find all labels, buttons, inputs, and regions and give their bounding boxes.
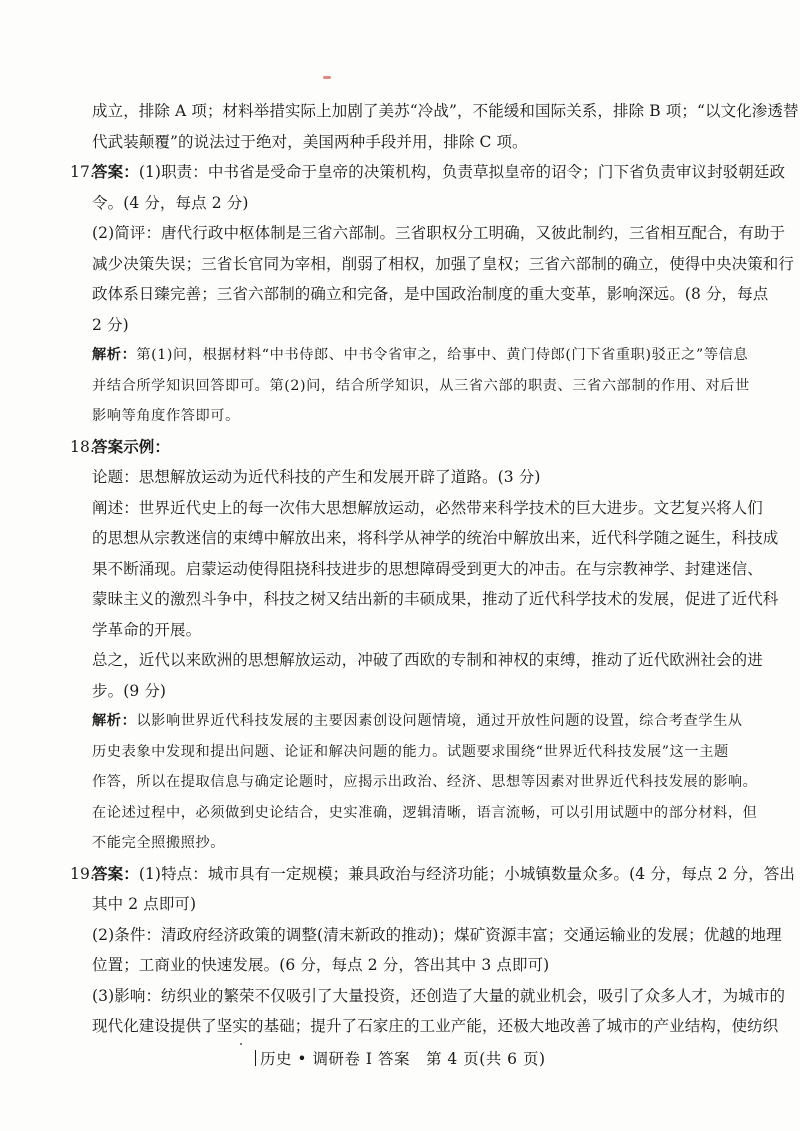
footer-bar-mark	[255, 1050, 257, 1066]
q18-argument-line-1: 阐述：世界近代史上的每一次伟大思想解放运动，必然带来科学技术的巨大进步。文艺复兴将人们	[92, 498, 763, 517]
q18-explanation-label: 解析：	[92, 713, 137, 729]
q17-explanation-text-1: 第(1)问，根据材料“中书侍郎、中书令省审之，给事中、黄门侍郎(门下省重职)驳正之”等信息	[136, 347, 749, 363]
footer-text: 历史 • 调研卷 Ⅰ 答案 第 4 页(共 6 页)	[260, 1050, 546, 1068]
q17-answer-line-1: 17.答案：(1)职责：中书省是受命于皇帝的决策机构，负责草拟皇帝的诏令；门下省负责审议封驳朝廷政	[70, 162, 786, 181]
red-ink-mark	[323, 76, 331, 79]
q19-answer-line-1: 19.答案：(1)特点：城市具有一定规模；兼具政治与经济功能；小城镇数量众多。(4 分，每点 2 分，答出	[70, 863, 796, 883]
q18-explanation-line-5: 不能完全照搬照抄。	[92, 835, 226, 851]
intro-line-1: 成立，排除 A 项；材料举措实际上加剧了美苏“冷战”，不能缓和国际关系，排除 B 项；“以文化渗透替	[92, 102, 799, 120]
q19-part3-line-2: 现代化建设提供了坚实的基础；提升了石家庄的工业产能，还极大地改善了城市的产业结构，使纺织	[92, 1017, 779, 1035]
q18-explanation-line-2: 历史表象中发现和提出问题、论证和解决问题的能力。试题要求围绕“世界近代科技发展”这一主题	[92, 743, 729, 760]
q18-answer-heading: 18.答案示例：	[70, 436, 171, 456]
q18-explanation-text-1: 以影响世界近代科技发展的主要因素创设问题情境，通过开放性问题的设置，综合考查学生从	[136, 713, 743, 729]
q17-part2-line-4: 2 分)	[92, 315, 129, 334]
q17-part2-line-3: 政体系日臻完善；三省六部制的确立和完备，是中国政治制度的重大变革，影响深远。(8 分，每点	[92, 285, 769, 303]
q18-argument-line-4: 蒙昧主义的激烈斗争中，科技之树又结出新的丰硕成果，推动了近代科学技术的发展，促进了近代科	[92, 590, 779, 608]
q18-argument-line-2: 的思想从宗教迷信的束缚中解放出来，将科学从神学的统治中解放出来，近代科学随之诞生，科技成	[92, 529, 779, 547]
q19-part1-text-1: (1)特点：城市具有一定规模；兼具政治与经济功能；小城镇数量众多。(4 分，每点 2 分，答出	[138, 864, 796, 883]
q18-argument-line-3: 果不断涌现。启蒙运动使得阻挠科技进步的思想障碍受到更大的冲击。在与宗教神学、封建迷信、	[92, 559, 763, 578]
q18-summary-line-1: 总之，近代以来欧洲的思想解放运动，冲破了西欧的专制和神权的束缚，推动了近代欧洲社会的进	[92, 651, 763, 669]
q17-part1-line-2: 令。(4 分，每点 2 分)	[92, 193, 249, 212]
q17-explanation-label: 解析：	[92, 347, 137, 363]
intro-line-2: 代武装颠覆”的说法过于绝对，美国两种手段并用，排除 C 项。	[92, 132, 528, 151]
q18-summary-line-2: 步。(9 分)	[92, 681, 167, 700]
scan-speck	[240, 1043, 242, 1045]
q19-part3-line-1: (3)影响：纺织业的繁荣不仅吸引了大量投资，还创造了大量的就业机会，吸引了众多人才，为城市的	[92, 986, 786, 1005]
q17-explanation-line-2: 并结合所学知识回答即可。第(2)问，结合所学知识，从三省六部的职责、三省六部制的作用、对后世	[92, 377, 750, 394]
page-footer	[0, 1047, 800, 1069]
q18-thesis: 论题：思想解放运动为近代科技的产生和发展开辟了道路。(3 分)	[92, 468, 541, 486]
q18-explanation-line-1	[92, 706, 743, 737]
q17-part2-line-2: 减少决策失误；三省长官同为宰相，削弱了相权，加强了皇权；三省六部制的确立，使得中央决策和行	[92, 254, 795, 273]
q18-explanation-line-3: 作答，所以在提取信息与确定论题时，应揭示出政治、经济、思想等因素对世界近代科技发展的影响。	[92, 774, 758, 790]
q17-part2-line-1: (2)简评：唐代行政中枢体制是三省六部制。三省职权分工明确，又彼此制约，三省相互配合，有助于	[92, 224, 786, 242]
q17-explanation-line-1	[92, 340, 749, 371]
q19-part2-line-1: (2)条件：清政府经济政策的调整(清末新政的推动)；煤矿资源丰富；交通运输业的发展；优越的地理	[92, 925, 782, 944]
q17-part1-text-1: (1)职责：中书省是受命于皇帝的决策机构，负责草拟皇帝的诏令；门下省负责审议封驳朝廷政	[138, 163, 786, 181]
q17-explanation-line-3: 影响等角度作答即可。	[92, 408, 240, 424]
q19-part1-line-2: 其中 2 点即可)	[92, 895, 197, 913]
answer-content	[70, 96, 799, 1042]
q17-answer-label: 答案：	[92, 162, 139, 181]
q18-explanation-line-4: 在论述过程中，必须做到史论结合，史实准确，逻辑清晰，语言流畅，可以引用试题中的部分材料，但	[92, 804, 758, 821]
q19-answer-label: 答案：	[92, 863, 139, 883]
q19-part2-line-2: 位置；工商业的快速发展。(6 分，每点 2 分，答出其中 3 点即可)	[92, 956, 550, 974]
q18-argument-line-5: 学革命的开展。	[92, 620, 202, 639]
q18-answer-label: 答案示例：	[92, 436, 171, 456]
